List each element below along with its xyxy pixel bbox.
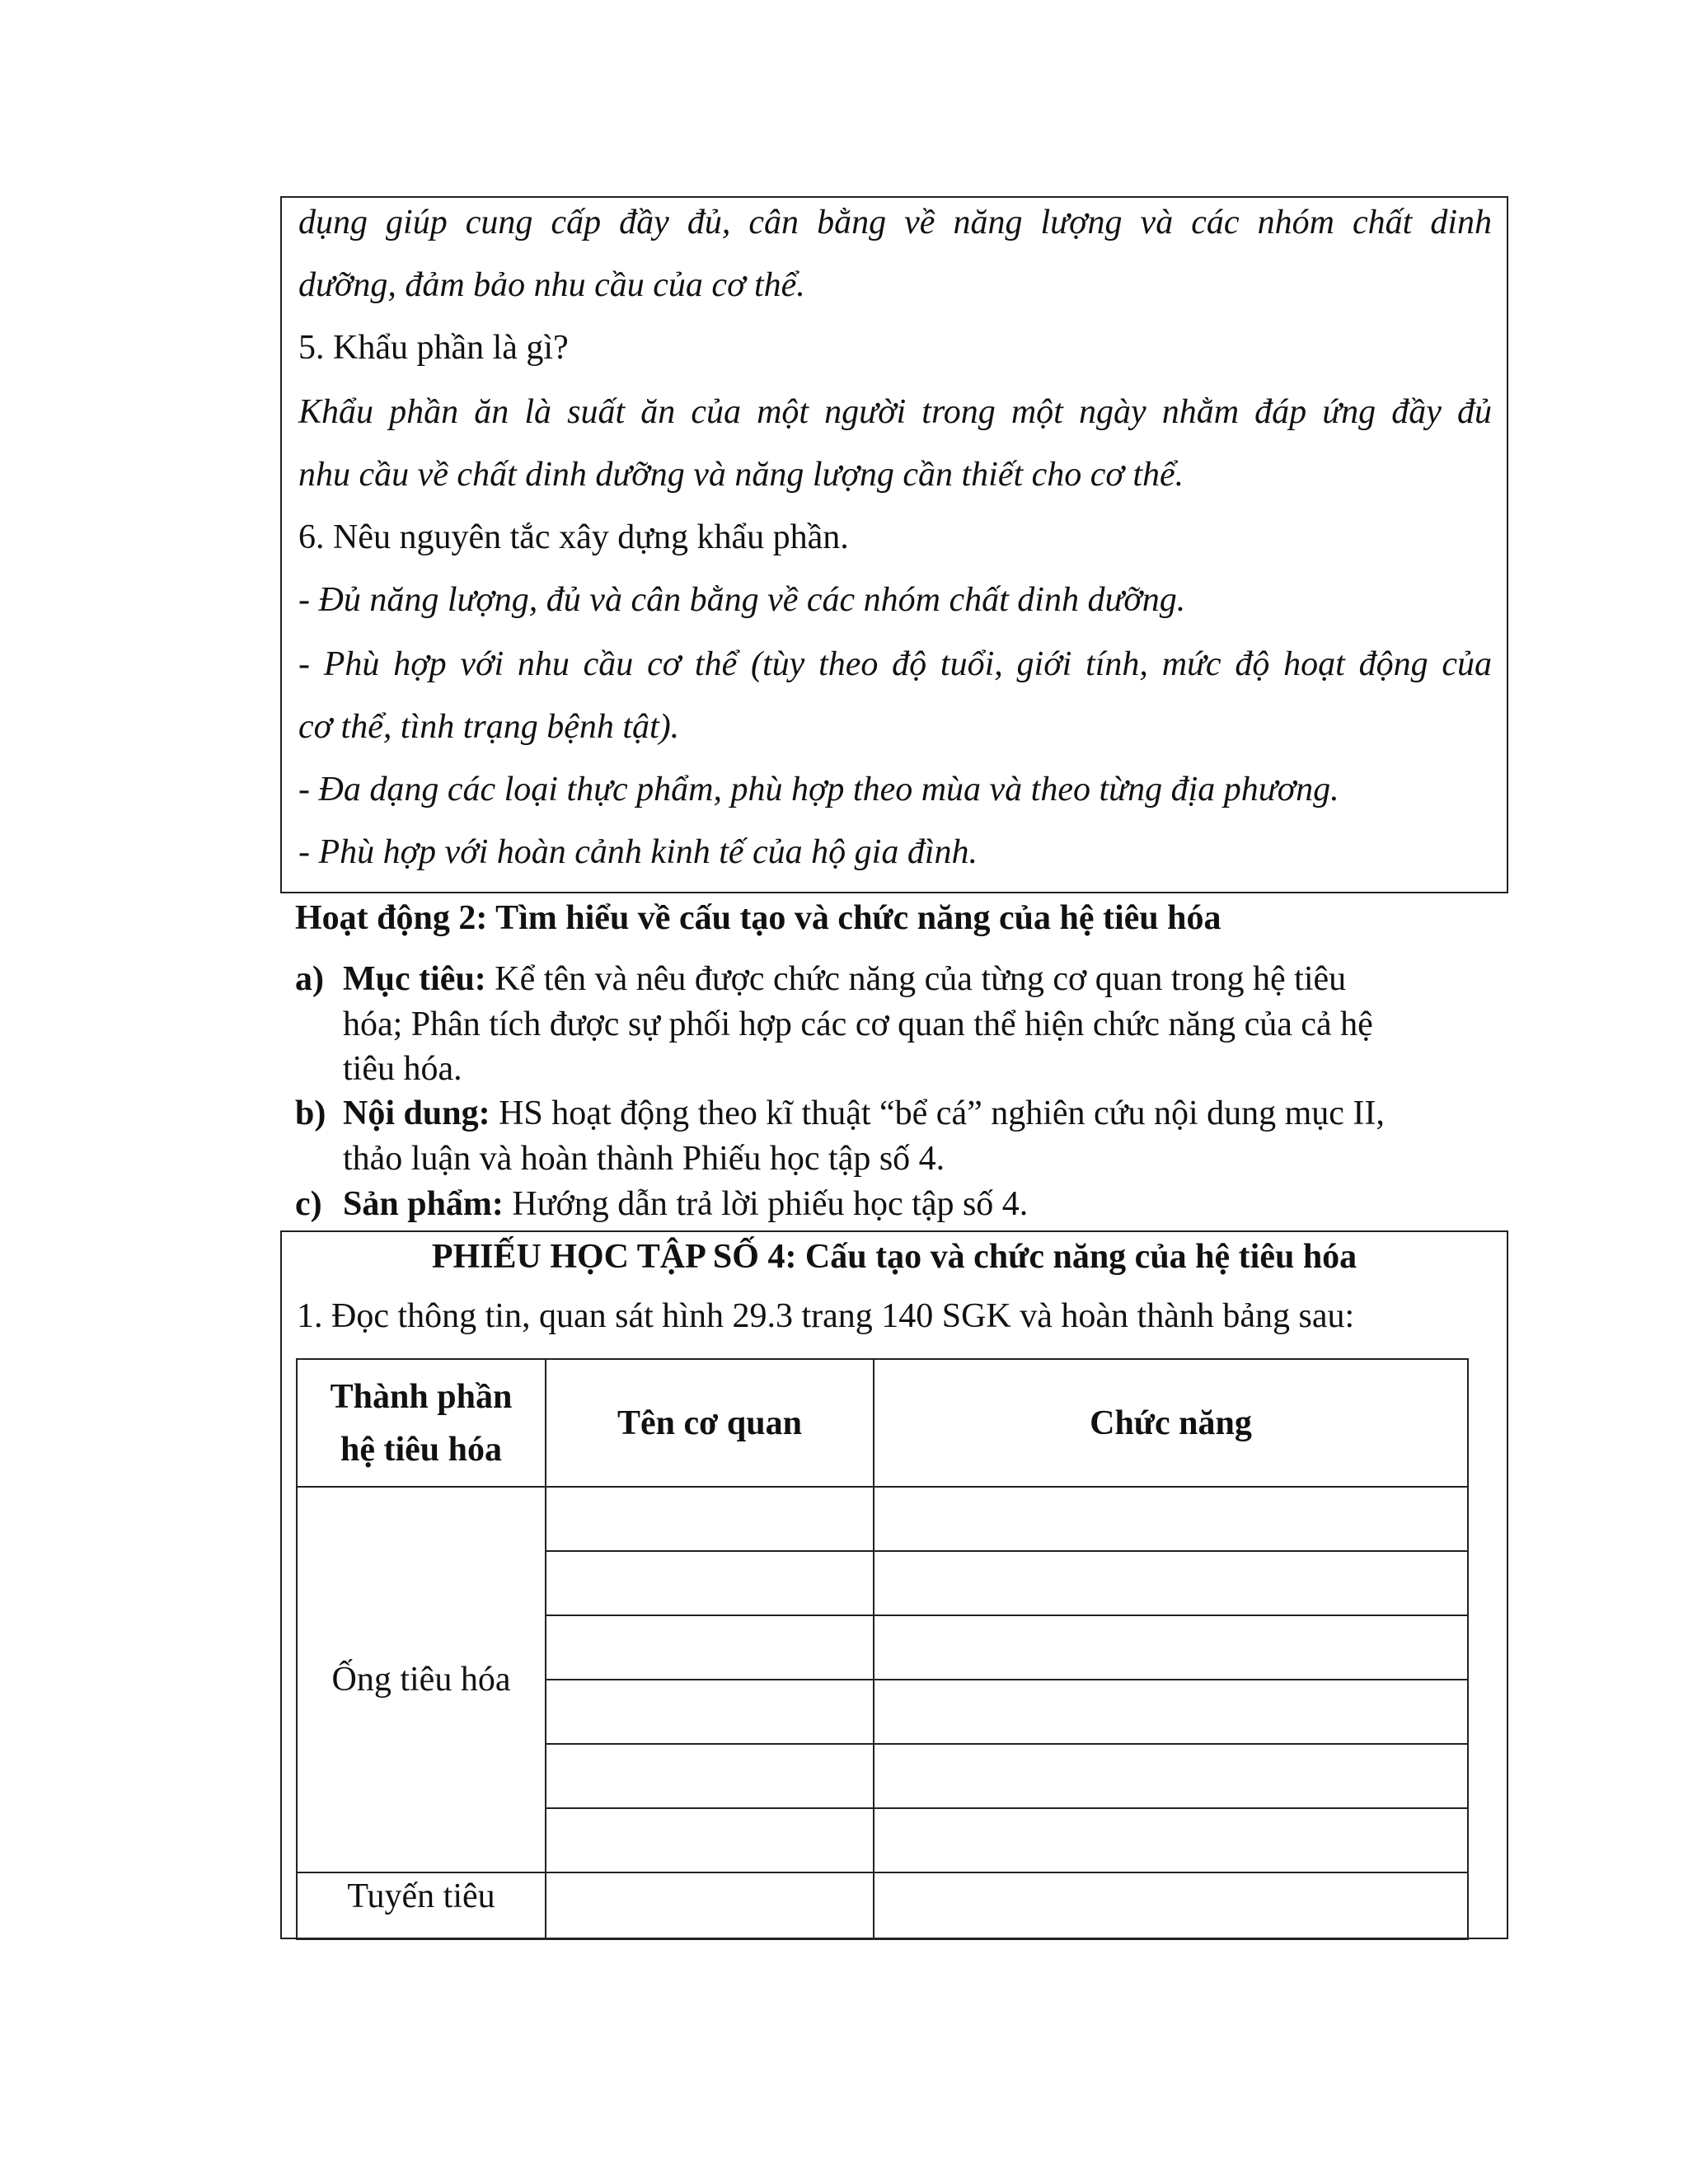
answer-line: - Phù hợp với hoàn cảnh kinh tế của hộ gia đình.: [298, 833, 978, 871]
product-text: Hướng dẫn trả lời phiếu học tập số 4.: [503, 1185, 1029, 1223]
answer-line: dụng giúp cung cấp đầy đủ, cân bằng về năng lượng và các nhóm chất dinh: [298, 204, 1492, 241]
row-group-digestive-glands: Tuyến tiêu: [297, 1872, 546, 1939]
table-header-row: [297, 1359, 1468, 1487]
organ-cell[interactable]: [546, 1872, 874, 1939]
header-component: [297, 1359, 546, 1487]
organ-cell[interactable]: [546, 1487, 874, 1551]
function-cell[interactable]: [874, 1615, 1468, 1680]
organ-cell[interactable]: [546, 1680, 874, 1744]
row-group-digestive-tract: Ống tiêu hóa: [297, 1487, 546, 1872]
objective-title: Mục tiêu:: [343, 960, 486, 998]
question-6: 6. Nêu nguyên tắc xây dựng khẩu phần.: [298, 518, 849, 556]
product-title: Sản phẩm:: [343, 1185, 504, 1223]
function-cell[interactable]: [874, 1487, 1468, 1551]
content-title: Nội dung:: [343, 1094, 490, 1132]
activity-heading: Hoạt động 2: Tìm hiểu về cấu tạo và chức năng của hệ tiêu hóa: [295, 899, 1221, 937]
digestive-table: [296, 1358, 1469, 1940]
content-label: b): [295, 1094, 326, 1132]
organ-cell[interactable]: [546, 1744, 874, 1808]
worksheet-title: PHIẾU HỌC TẬP SỐ 4: Cấu tạo và chức năng của hệ tiêu hóa: [431, 1238, 1357, 1276]
objective-text: Kể tên và nêu được chức năng của từng cơ quan trong hệ tiêu: [485, 960, 1347, 998]
function-cell[interactable]: [874, 1680, 1468, 1744]
header-component-line1: Thành phần: [330, 1377, 513, 1416]
product-label: c): [295, 1185, 322, 1223]
header-component-line2: hệ tiêu hóa: [340, 1430, 502, 1469]
content-text-cont: thảo luận và hoàn thành Phiếu học tập số 4.: [343, 1140, 945, 1178]
objective-text-cont: hóa; Phân tích được sự phối hợp các cơ quan thể hiện chức năng của cả hệ: [343, 1005, 1373, 1043]
answer-line: cơ thể, tình trạng bệnh tật).: [298, 708, 680, 746]
table-row: [297, 1487, 1468, 1551]
organ-cell[interactable]: [546, 1615, 874, 1680]
function-cell[interactable]: [874, 1551, 1468, 1615]
objective-text-cont: tiêu hóa.: [343, 1050, 462, 1088]
answer-line: Khẩu phần ăn là suất ăn của một người trong một ngày nhằm đáp ứng đầy đủ: [298, 393, 1492, 431]
answer-box: [280, 196, 1508, 893]
worksheet-box: [280, 1230, 1508, 1939]
content-item: [295, 1093, 1385, 1134]
question-5: 5. Khẩu phần là gì?: [298, 329, 569, 367]
objective-item: [295, 958, 1346, 1000]
objective-label: a): [295, 960, 324, 998]
function-cell[interactable]: [874, 1872, 1468, 1939]
table-row: [297, 1872, 1468, 1939]
header-function: Chức năng: [874, 1359, 1468, 1487]
organ-cell[interactable]: [546, 1808, 874, 1872]
answer-line: - Phù hợp với nhu cầu cơ thể (tùy theo độ tuổi, giới tính, mức độ hoạt động của: [298, 645, 1492, 683]
function-cell[interactable]: [874, 1744, 1468, 1808]
function-cell[interactable]: [874, 1808, 1468, 1872]
answer-line: - Đa dạng các loại thực phẩm, phù hợp theo mùa và theo từng địa phương.: [298, 771, 1339, 808]
answer-line: - Đủ năng lượng, đủ và cân bằng về các nhóm chất dinh dưỡng.: [298, 581, 1186, 619]
answer-line: dưỡng, đảm bảo nhu cầu của cơ thể.: [298, 266, 805, 304]
organ-cell[interactable]: [546, 1551, 874, 1615]
worksheet-instruction: 1. Đọc thông tin, quan sát hình 29.3 trang 140 SGK và hoàn thành bảng sau:: [297, 1297, 1355, 1335]
content-text: HS hoạt động theo kĩ thuật “bể cá” nghiên cứu nội dung mục II,: [490, 1094, 1385, 1132]
product-item: [295, 1183, 1028, 1225]
header-organ-name: Tên cơ quan: [546, 1359, 874, 1487]
answer-line: nhu cầu về chất dinh dưỡng và năng lượng cần thiết cho cơ thể.: [298, 456, 1184, 494]
